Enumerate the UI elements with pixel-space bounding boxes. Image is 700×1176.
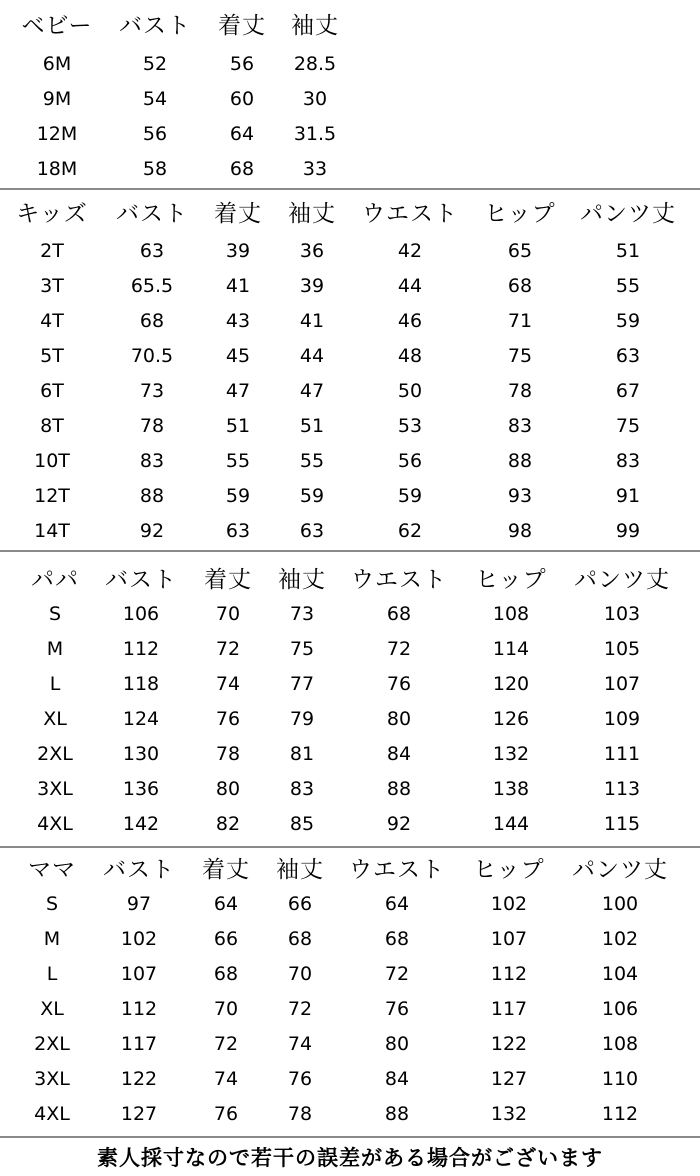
table-cell: 73: [139, 380, 165, 402]
table-row: [0, 444, 700, 478]
table-cell: 36: [299, 240, 325, 262]
size-label: L: [49, 673, 61, 695]
table-cell: 52: [142, 53, 168, 75]
table-cell: 80: [386, 708, 412, 730]
size-label: 6M: [42, 53, 72, 75]
table-row: [0, 957, 700, 991]
table-cell: 73: [289, 603, 315, 625]
table-cell: 72: [287, 998, 313, 1020]
table-cell: 44: [397, 275, 423, 297]
table-cell: 63: [615, 345, 641, 367]
column-header: キッズ: [16, 201, 88, 227]
table-cell: 50: [397, 380, 423, 402]
table-cell: 33: [302, 158, 328, 180]
size-label: M: [43, 928, 61, 950]
table-cell: 76: [213, 1103, 239, 1125]
column-header: バスト: [105, 567, 177, 593]
table-row: [0, 374, 700, 408]
table-cell: 70: [213, 998, 239, 1020]
table-cell: 83: [615, 450, 641, 472]
table-cell: 43: [225, 310, 251, 332]
size-label: 9M: [42, 88, 72, 110]
column-header: ウエスト: [362, 201, 458, 227]
table-cell: 78: [215, 743, 241, 765]
size-label: 3XL: [34, 1068, 70, 1090]
table-cell: 63: [225, 520, 251, 542]
table-header-row: [0, 9, 700, 43]
table-cell: 65.5: [130, 275, 174, 297]
table-header-row: [0, 563, 700, 597]
table-row: [0, 702, 700, 736]
table-cell: 55: [225, 450, 251, 472]
column-header: ヒップ: [484, 201, 556, 227]
column-header: バスト: [119, 13, 191, 39]
column-header: パンツ丈: [572, 857, 668, 883]
column-header: バスト: [103, 857, 175, 883]
table-cell: 64: [384, 893, 410, 915]
table-cell: 112: [122, 638, 160, 660]
table-cell: 68: [139, 310, 165, 332]
table-row: [0, 269, 700, 303]
table-cell: 53: [397, 415, 423, 437]
table-cell: 117: [490, 998, 528, 1020]
table-cell: 67: [615, 380, 641, 402]
table-cell: 63: [299, 520, 325, 542]
table-cell: 106: [601, 998, 639, 1020]
table-cell: 112: [120, 998, 158, 1020]
table-cell: 98: [507, 520, 533, 542]
section-divider: [0, 550, 700, 552]
table-row: [0, 152, 700, 186]
table-cell: 102: [490, 893, 528, 915]
table-cell: 79: [289, 708, 315, 730]
column-header: バスト: [116, 201, 188, 227]
table-cell: 132: [492, 743, 530, 765]
table-cell: 126: [492, 708, 530, 730]
table-cell: 144: [492, 813, 530, 835]
table-row: [0, 737, 700, 771]
table-cell: 83: [507, 415, 533, 437]
table-cell: 76: [384, 998, 410, 1020]
size-label: 18M: [36, 158, 78, 180]
size-label: 12T: [34, 485, 70, 507]
table-cell: 68: [229, 158, 255, 180]
section-divider: [0, 188, 700, 190]
table-row: [0, 922, 700, 956]
measurement-note: 素人採寸なので若干の誤差がある場合がございます: [97, 1146, 603, 1170]
table-row: [0, 807, 700, 841]
table-cell: 81: [289, 743, 315, 765]
table-cell: 30: [302, 88, 328, 110]
table-cell: 136: [122, 778, 160, 800]
table-cell: 70: [287, 963, 313, 985]
table-cell: 68: [384, 928, 410, 950]
table-cell: 107: [603, 673, 641, 695]
table-cell: 107: [120, 963, 158, 985]
table-cell: 102: [601, 928, 639, 950]
table-cell: 108: [601, 1033, 639, 1055]
table-row: [0, 339, 700, 373]
table-header-row: [0, 197, 700, 231]
table-cell: 75: [615, 415, 641, 437]
table-cell: 46: [397, 310, 423, 332]
column-header: パンツ丈: [580, 201, 676, 227]
table-cell: 88: [139, 485, 165, 507]
table-header-row: [0, 853, 700, 887]
size-label: 2XL: [34, 1033, 70, 1055]
size-label: S: [48, 603, 62, 625]
table-row: [0, 409, 700, 443]
table-cell: 76: [215, 708, 241, 730]
table-cell: 115: [603, 813, 641, 835]
table-cell: 65: [507, 240, 533, 262]
table-row: [0, 234, 700, 268]
table-cell: 59: [615, 310, 641, 332]
column-header: 袖丈: [288, 201, 336, 227]
column-header: 着丈: [202, 857, 250, 883]
section-divider: [0, 846, 700, 848]
size-label: 8T: [40, 415, 64, 437]
table-cell: 122: [490, 1033, 528, 1055]
table-cell: 99: [615, 520, 641, 542]
size-label: S: [45, 893, 59, 915]
table-cell: 72: [386, 638, 412, 660]
column-header: ベビー: [21, 13, 93, 39]
column-header: 袖丈: [291, 13, 339, 39]
table-cell: 31.5: [293, 123, 337, 145]
table-cell: 112: [490, 963, 528, 985]
table-cell: 56: [142, 123, 168, 145]
table-cell: 71: [507, 310, 533, 332]
table-row: [0, 514, 700, 548]
table-cell: 66: [213, 928, 239, 950]
table-cell: 124: [122, 708, 160, 730]
table-cell: 97: [126, 893, 152, 915]
table-cell: 127: [490, 1068, 528, 1090]
table-cell: 56: [229, 53, 255, 75]
size-label: 14T: [34, 520, 70, 542]
table-row: [0, 117, 700, 151]
column-header: ウエスト: [349, 857, 445, 883]
table-cell: 83: [289, 778, 315, 800]
table-row: [0, 304, 700, 338]
table-cell: 47: [225, 380, 251, 402]
table-cell: 109: [603, 708, 641, 730]
table-cell: 78: [139, 415, 165, 437]
table-cell: 64: [229, 123, 255, 145]
table-cell: 70.5: [130, 345, 174, 367]
table-cell: 88: [384, 1103, 410, 1125]
table-cell: 68: [287, 928, 313, 950]
table-cell: 120: [492, 673, 530, 695]
column-header: ウエスト: [351, 567, 447, 593]
table-cell: 51: [299, 415, 325, 437]
table-cell: 138: [492, 778, 530, 800]
table-cell: 102: [120, 928, 158, 950]
table-cell: 74: [213, 1068, 239, 1090]
table-cell: 110: [601, 1068, 639, 1090]
table-row: [0, 1062, 700, 1096]
table-cell: 103: [603, 603, 641, 625]
size-label: M: [46, 638, 64, 660]
table-cell: 66: [287, 893, 313, 915]
size-label: 4XL: [34, 1103, 70, 1125]
table-cell: 88: [507, 450, 533, 472]
size-label: 10T: [34, 450, 70, 472]
table-cell: 122: [120, 1068, 158, 1090]
table-cell: 54: [142, 88, 168, 110]
column-header: ヒップ: [473, 857, 545, 883]
size-label: XL: [40, 998, 64, 1020]
table-cell: 82: [215, 813, 241, 835]
table-cell: 51: [615, 240, 641, 262]
table-cell: 74: [215, 673, 241, 695]
table-cell: 55: [299, 450, 325, 472]
column-header: パパ: [31, 567, 79, 593]
size-label: 3XL: [37, 778, 73, 800]
table-cell: 58: [142, 158, 168, 180]
table-cell: 92: [139, 520, 165, 542]
table-cell: 72: [213, 1033, 239, 1055]
table-cell: 84: [384, 1068, 410, 1090]
table-cell: 41: [225, 275, 251, 297]
table-cell: 118: [122, 673, 160, 695]
table-cell: 112: [601, 1103, 639, 1125]
table-cell: 117: [120, 1033, 158, 1055]
table-cell: 59: [225, 485, 251, 507]
column-header: ヒップ: [475, 567, 547, 593]
table-cell: 72: [384, 963, 410, 985]
table-cell: 93: [507, 485, 533, 507]
table-cell: 62: [397, 520, 423, 542]
table-cell: 127: [120, 1103, 158, 1125]
table-cell: 104: [601, 963, 639, 985]
table-row: [0, 1097, 700, 1131]
table-row: [0, 1027, 700, 1061]
table-cell: 84: [386, 743, 412, 765]
table-cell: 44: [299, 345, 325, 367]
table-cell: 142: [122, 813, 160, 835]
table-cell: 77: [289, 673, 315, 695]
table-cell: 80: [215, 778, 241, 800]
size-label: 3T: [40, 275, 64, 297]
table-cell: 76: [386, 673, 412, 695]
table-cell: 47: [299, 380, 325, 402]
table-cell: 100: [601, 893, 639, 915]
table-row: [0, 597, 700, 631]
table-cell: 70: [215, 603, 241, 625]
size-label: 12M: [36, 123, 78, 145]
table-cell: 106: [122, 603, 160, 625]
table-cell: 48: [397, 345, 423, 367]
size-label: 4T: [40, 310, 64, 332]
table-cell: 60: [229, 88, 255, 110]
table-cell: 105: [603, 638, 641, 660]
table-cell: 75: [507, 345, 533, 367]
table-cell: 108: [492, 603, 530, 625]
table-cell: 114: [492, 638, 530, 660]
table-cell: 68: [213, 963, 239, 985]
table-cell: 111: [603, 743, 641, 765]
table-cell: 63: [139, 240, 165, 262]
column-header: 着丈: [218, 13, 266, 39]
table-cell: 91: [615, 485, 641, 507]
table-row: [0, 887, 700, 921]
table-row: [0, 772, 700, 806]
table-cell: 28.5: [293, 53, 337, 75]
table-cell: 64: [213, 893, 239, 915]
table-cell: 85: [289, 813, 315, 835]
size-label: 6T: [40, 380, 64, 402]
column-header: パンツ丈: [574, 567, 670, 593]
table-cell: 39: [299, 275, 325, 297]
table-row: [0, 82, 700, 116]
table-cell: 132: [490, 1103, 528, 1125]
table-cell: 45: [225, 345, 251, 367]
table-cell: 78: [507, 380, 533, 402]
size-label: 2T: [40, 240, 64, 262]
size-label: 5T: [40, 345, 64, 367]
table-cell: 92: [386, 813, 412, 835]
table-cell: 88: [386, 778, 412, 800]
table-cell: 51: [225, 415, 251, 437]
section-divider: [0, 1136, 700, 1138]
table-cell: 83: [139, 450, 165, 472]
size-label: L: [46, 963, 58, 985]
column-header: 着丈: [214, 201, 262, 227]
table-cell: 39: [225, 240, 251, 262]
column-header: 袖丈: [278, 567, 326, 593]
table-cell: 56: [397, 450, 423, 472]
table-cell: 42: [397, 240, 423, 262]
table-cell: 68: [507, 275, 533, 297]
table-row: [0, 667, 700, 701]
table-cell: 80: [384, 1033, 410, 1055]
table-cell: 59: [299, 485, 325, 507]
table-cell: 75: [289, 638, 315, 660]
table-cell: 68: [386, 603, 412, 625]
table-cell: 74: [287, 1033, 313, 1055]
table-cell: 55: [615, 275, 641, 297]
table-row: [0, 992, 700, 1026]
table-cell: 76: [287, 1068, 313, 1090]
column-header: 着丈: [204, 567, 252, 593]
table-cell: 41: [299, 310, 325, 332]
table-cell: 78: [287, 1103, 313, 1125]
size-label: 2XL: [37, 743, 73, 765]
size-label: XL: [43, 708, 67, 730]
column-header: 袖丈: [276, 857, 324, 883]
size-label: 4XL: [37, 813, 73, 835]
table-row: [0, 479, 700, 513]
table-cell: 72: [215, 638, 241, 660]
table-cell: 130: [122, 743, 160, 765]
table-cell: 59: [397, 485, 423, 507]
table-row: [0, 47, 700, 81]
table-row: [0, 632, 700, 666]
column-header: ママ: [28, 857, 76, 883]
table-cell: 107: [490, 928, 528, 950]
table-cell: 113: [603, 778, 641, 800]
